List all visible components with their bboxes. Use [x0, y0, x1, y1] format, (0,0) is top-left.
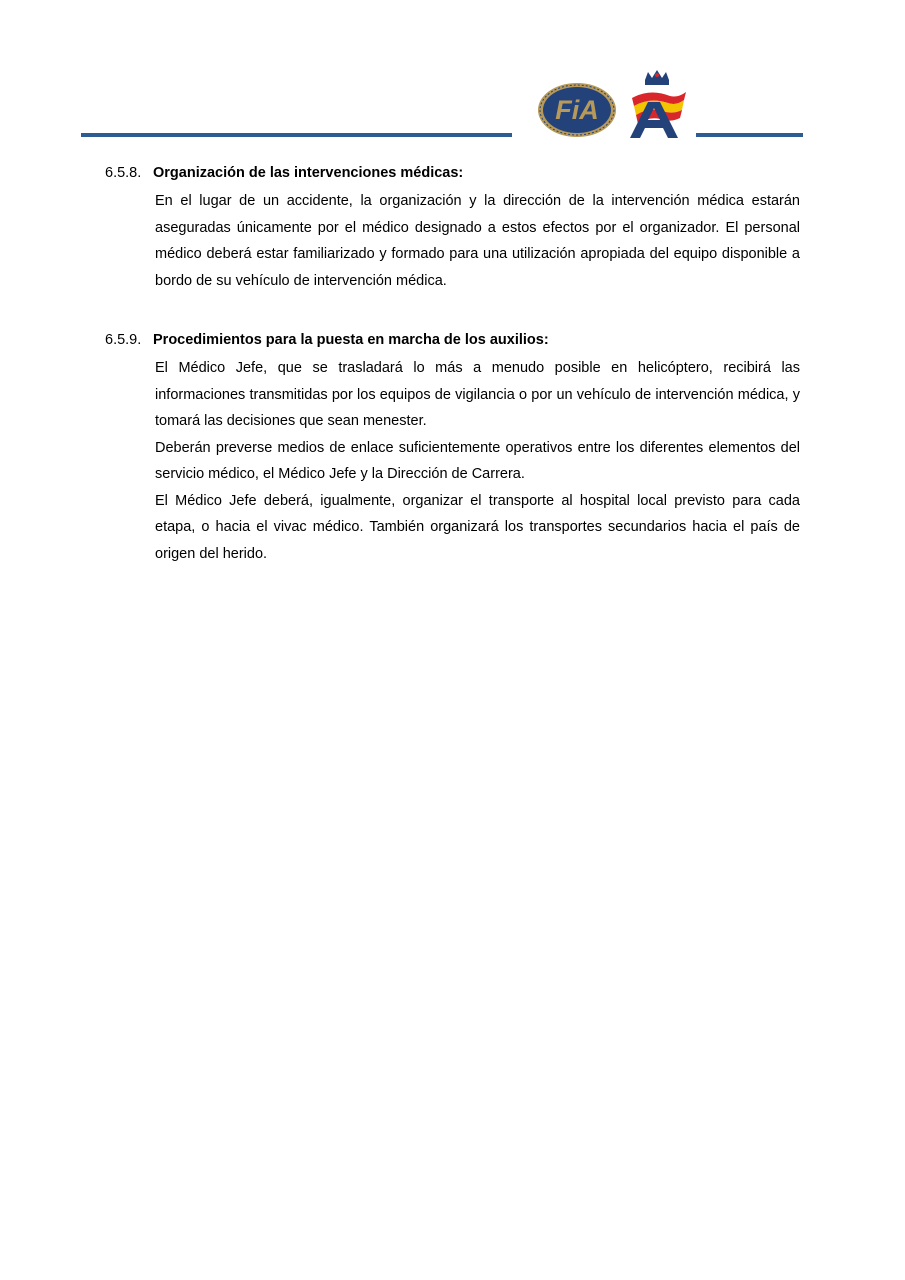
- header-rule-left: [81, 133, 512, 137]
- fia-logo: [537, 82, 617, 138]
- crown-icon: [645, 70, 669, 85]
- section-heading: [105, 331, 805, 349]
- section-title: Organización de las intervenciones médicas:: [153, 165, 464, 181]
- fia-logo-text: FiA: [555, 95, 599, 125]
- paragraph: En el lugar de un accidente, la organización y la dirección de la intervención médica estarán aseguradas únicamente por el médico designado a estos efectos por el organizador. El personal médico deberá estar familiarizado y formado para una utilización apropiada del equipo disponible a bordo de su vehículo de intervención médica.: [155, 193, 800, 289]
- header-rule-right: [696, 133, 803, 137]
- section-6-5-8: [105, 164, 805, 294]
- paragraph: El Médico Jefe, que se trasladará lo más a menudo posible en helicóptero, recibirá las informaciones transmitidas por los equipos de vigilancia o por un vehículo de intervención médica, y tomará las decisiones que sean menester.: [155, 360, 800, 429]
- paragraph: Deberán preverse medios de enlace suficientemente operativos entre los diferentes elementos del servicio médico, el Médico Jefe y la Dirección de Carrera.: [155, 439, 800, 482]
- section-body: [155, 355, 800, 567]
- section-body: [155, 188, 800, 294]
- section-number: 6.5.8.: [105, 165, 142, 181]
- rfeda-logo: [626, 70, 688, 138]
- section-title: Procedimientos para la puesta en marcha de los auxilios:: [153, 332, 549, 348]
- section-6-5-9: [105, 331, 805, 567]
- section-number: 6.5.9.: [105, 332, 142, 348]
- paragraph: El Médico Jefe deberá, igualmente, organizar el transporte al hospital local previsto para cada etapa, o hacia el vivac médico. También organizará los transportes secundarios hacia el país de origen del herido.: [155, 492, 800, 562]
- section-heading: [105, 164, 805, 182]
